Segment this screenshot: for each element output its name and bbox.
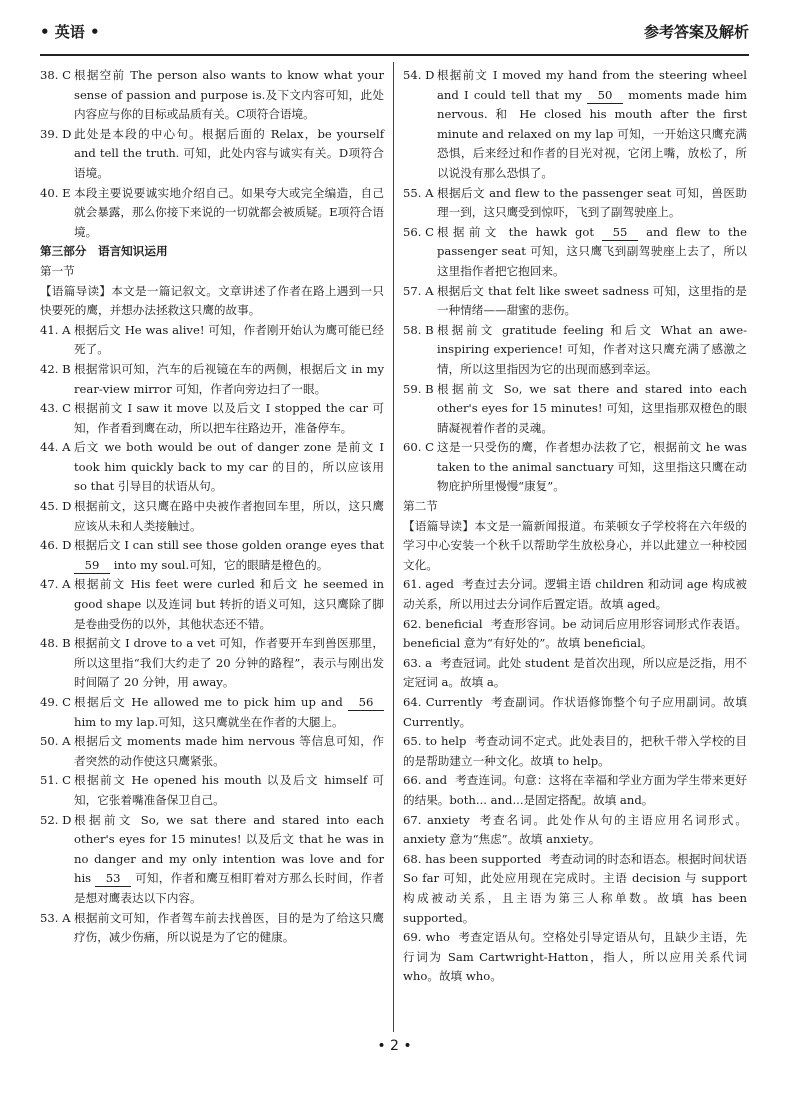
answer-text: 考查动词不定式。此处表目的，把秋千带入学校的目的是帮助建立一种文化。故填 to help。 [403, 734, 747, 768]
answer-number: 48. B [40, 636, 71, 651]
answer-text: 根据前文 His feet were curled 和后文 he seemed in good shape 以及连词 but 转折的语义可知，这只鹰除了脚是卷曲受伤的以外，其他状态还不错。 [74, 577, 384, 631]
answer-number: 46. D [40, 538, 72, 553]
answer-text: 根据前文 So, we sat there and stared into each other's eyes for 15 minutes! 可知，这里指那双橙色的眼睛凝视着作者的灵魂。 [437, 381, 747, 435]
answer-number: 49. C [40, 695, 71, 709]
answer-text: 考查过去分词。逻辑主语 children 和动词 age 构成被动关系，所以用过去分词作后置定语。故填 aged。 [403, 577, 747, 612]
answer-number: 50. A [40, 734, 71, 749]
answer-text: and flew to the passenger seat 可知，这只鹰飞到副驾驶座上去了，所以这里指作者把它抱回来。 [437, 224, 748, 278]
answer-item [40, 693, 384, 732]
answer-item [403, 850, 747, 928]
answer-number: 52. D [40, 812, 72, 827]
answer-text: 根据后文 I can still see those golden orange eyes that [74, 538, 384, 553]
answer-text: 考查动词的时态和语态。根据时间状语 So far 可知，此处应用现在完成时。主语 decision 与 support 构成被动关系，且主语为第三人称单数。故填 has been supported。 [403, 851, 747, 925]
answer-number: 45. D [40, 499, 72, 514]
answer-text: 根据后文 that felt like sweet sadness 可知，这里指的是一种情绪——甜蜜的悲伤。 [437, 283, 747, 318]
answer-text: 根据前文可知，作者驾车前去找兽医，目的是为了给这只鹰疗伤，减少伤痛，所以说是为了它的健康。 [74, 910, 384, 945]
answer-text: 考查连词。句意：这将在幸福和学业方面为学生带来更好的结果。both... and...是固定搭配。故填 and。 [403, 773, 747, 807]
answer-text: 根据后文 He was alive! 可知，作者刚开始认为鹰可能已经死了。 [74, 322, 384, 357]
answer-number: 65. to help [403, 734, 467, 749]
answer-text: moments made him nervous. 和 He closed his mouth after the first minute and relaxed on my lap 可知，一开始这只鹰充满恐惧，后来经过和作者的目光对视，它闭上嘴，放松了，所以说没有那么恐惧了。 [437, 87, 747, 180]
answer-text: 根据空前 The person also wants to know what your sense of passion and purpose is.及下文内容可知，此处内容应与你的目标或品质有关。C项符合语境。 [74, 68, 384, 122]
answer-item [403, 282, 747, 321]
answer-text: 根据前文 I moved my hand from the steering wheel and I could tell that my [437, 68, 747, 102]
right-column [403, 66, 747, 987]
answer-number: 53. A [40, 910, 71, 925]
answer-text: 根据前文 the hawk got [437, 224, 595, 239]
answer-text: 这是一只受伤的鹰，作者想办法救了它，根据前文 he was taken to the animal sanctuary 可知，这里指这只鹰在动物庇护所里慢慢“康复”。 [437, 440, 747, 494]
blank-number: 55 [602, 225, 638, 241]
answer-number: 66. and [403, 773, 448, 788]
answer-number: 51. C [40, 773, 71, 788]
blank-number: 56 [348, 695, 384, 711]
blank-number: 59 [74, 558, 110, 574]
answer-item [40, 575, 384, 634]
answer-number: 47. A [40, 577, 71, 592]
page-header [40, 14, 749, 48]
blank-number: 50 [587, 88, 623, 104]
answer-item [403, 223, 747, 282]
answer-text: 后文 we both would be out of danger zone 是前文 I took him quickly back to my car 的目的，所以应该用 so that 引导目的状语从句。 [74, 440, 384, 494]
answer-number: 60. C [403, 440, 434, 455]
answer-item [40, 184, 384, 243]
answer-item [40, 360, 384, 399]
answer-item [403, 654, 747, 693]
answer-number: 57. A [403, 283, 434, 298]
answer-list [403, 575, 747, 986]
answer-number: 54. D [403, 68, 435, 82]
answer-item [403, 575, 747, 614]
answer-text: 本段主要说要诚实地介绍自己。如果夸大或完全编造，自己就会暴露，那么你接下来说的一切就都会被质疑。E项符合语境。 [74, 185, 384, 239]
answer-text: 根据前文 gratitude feeling 和后文 What an awe-inspiring experience! 可知，作者对这只鹰充满了感激之情，所以这里指因为它的出现而感到幸运。 [437, 322, 747, 376]
answer-text: 根据前文 He opened his mouth 以及后文 himself 可知，它张着嘴准备保卫自己。 [74, 773, 384, 807]
part-heading: 第三部分 语言知识运用 [40, 244, 168, 259]
answer-number: 63. a [403, 655, 433, 670]
subject-label: • 英语 • [40, 22, 100, 41]
answer-item [40, 321, 384, 360]
answer-text: 根据后文 He allowed me to pick him up and [74, 695, 343, 709]
answer-text: 考查形容词。be 动词后应用形容词形式作表语。beneficial 意为“有好处的”。故填 beneficial。 [403, 616, 747, 651]
answer-text: 考查冠词。此处 student 是首次出现，所以应是泛指，用不定冠词 a。故填 a。 [403, 655, 747, 690]
answer-number: 39. D [40, 126, 72, 141]
section-heading: 第二节 [403, 499, 438, 514]
passage-intro: 【语篇导读】本文是一篇新闻报道。布莱顿女子学校将在六年级的学习中心安装一个秋千以帮助学生放松身心，并以此建立一种校园文化。 [403, 518, 747, 572]
answer-item [403, 771, 747, 810]
answer-number: 68. has been supported [403, 851, 542, 866]
section-heading: 第一节 [40, 263, 75, 278]
blank-number: 53 [95, 871, 131, 887]
answer-list [403, 282, 747, 498]
answer-number: 40. E [40, 185, 71, 200]
header-rule [40, 54, 749, 56]
answer-item [403, 321, 747, 380]
answer-text: 根据后文 moments made him nervous 等信息可知，作者突然的动作使这只鹰紧张。 [74, 734, 384, 768]
answer-item [40, 634, 384, 693]
answer-text: 考查定语从句。空格处引导定语从句，且缺少主语，先行词为 Sam Cartwright-Hatton，指人，所以应用关系代词 who。故填 who。 [403, 930, 747, 984]
answer-item [403, 380, 747, 439]
answer-text: 考查名词。此处作从句的主语应用名词形式。anxiety 意为“焦虑”。故填 anxiety。 [403, 812, 747, 847]
answer-text: 考查副词。作状语修饰整个句子应用副词。故填 Currently。 [403, 695, 747, 729]
answer-item [40, 497, 384, 536]
answer-text: 根据后文 and flew to the passenger seat 可知，兽医助理一到，这只鹰受到惊吓，飞到了副驾驶座上。 [437, 185, 747, 220]
answer-number: 59. B [403, 381, 434, 396]
answer-item [40, 125, 384, 184]
answer-item [403, 928, 747, 987]
answer-number: 44. A [40, 440, 71, 455]
column-divider [393, 62, 394, 1032]
answer-text: 根据前文 I saw it move 以及后文 I stopped the car 可知，作者看到鹰在动，所以把车往路边开，准备停车。 [74, 401, 384, 435]
answer-item [403, 66, 747, 184]
answer-text: 可知，作者和鹰互相盯着对方那么长时间，作者是想对鹰表达以下内容。 [74, 871, 385, 905]
answer-list [40, 66, 384, 242]
answer-item [40, 66, 384, 125]
answer-item [403, 184, 747, 223]
answer-text: 根据前文 I drove to a vet 可知，作者要开车到兽医那里，所以这里指“我们大约走了 20 分钟的路程”，表示与刚出发时间隔了 20 分钟，用 away。 [74, 636, 384, 690]
answer-text: him to my lap.可知，这只鹰就坐在作者的大腿上。 [74, 714, 344, 729]
header-title: 参考答案及解析 [643, 22, 749, 41]
answer-list [40, 321, 384, 537]
answer-number: 55. A [403, 185, 434, 200]
answer-number: 62. beneficial [403, 616, 483, 631]
answer-item [403, 615, 747, 654]
answer-item [40, 771, 384, 810]
answer-item [40, 811, 384, 909]
answer-item [40, 438, 384, 497]
answer-text: 根据前文 So, we sat there and stared into each other's eyes for 15 minutes! 以及后文 that he was in no danger and my only intention was love and for his [74, 812, 384, 886]
answer-number: 64. Currently [403, 695, 483, 709]
answer-number: 67. anxiety [403, 812, 470, 827]
answer-item [403, 693, 747, 732]
answer-text: 根据常识可知，汽车的后视镜在车的两侧，根据后文 in my rear-view mirror 可知，作者向旁边扫了一眼。 [74, 361, 384, 396]
answer-item [40, 909, 384, 948]
answer-text: 此处是本段的中心句。根据后面的 Relax，be yourself and tell the truth. 可知，此处内容与诚实有关。D项符合语境。 [74, 126, 384, 180]
answer-item [403, 438, 747, 497]
answer-number: 56. C [403, 224, 434, 239]
answer-item [40, 732, 384, 771]
answer-item [403, 811, 747, 850]
left-column [40, 66, 384, 948]
answer-number: 38. C [40, 68, 71, 82]
answer-number: 43. C [40, 401, 71, 416]
answer-item [40, 536, 384, 575]
answer-number: 69. who [403, 930, 450, 945]
answer-number: 42. B [40, 361, 71, 376]
page-number: • 2 • [377, 1038, 412, 1054]
answer-list [40, 732, 384, 810]
answer-number: 61. aged [403, 577, 454, 592]
passage-intro: 【语篇导读】本文是一篇记叙文。文章讲述了作者在路上遇到一只快要死的鹰，并想办法拯救这只鹰的故事。 [40, 283, 384, 318]
answer-number: 41. A [40, 322, 71, 337]
answer-item [403, 732, 747, 771]
answer-text: into my soul.可知，它的眼睛是橙色的。 [113, 557, 329, 572]
answer-list [40, 575, 384, 693]
answer-item [40, 399, 384, 438]
answer-text: 根据前文，这只鹰在路中央被作者抱回车里，所以，这只鹰应该从未和人类接触过。 [74, 499, 384, 533]
answer-number: 58. B [403, 322, 434, 337]
